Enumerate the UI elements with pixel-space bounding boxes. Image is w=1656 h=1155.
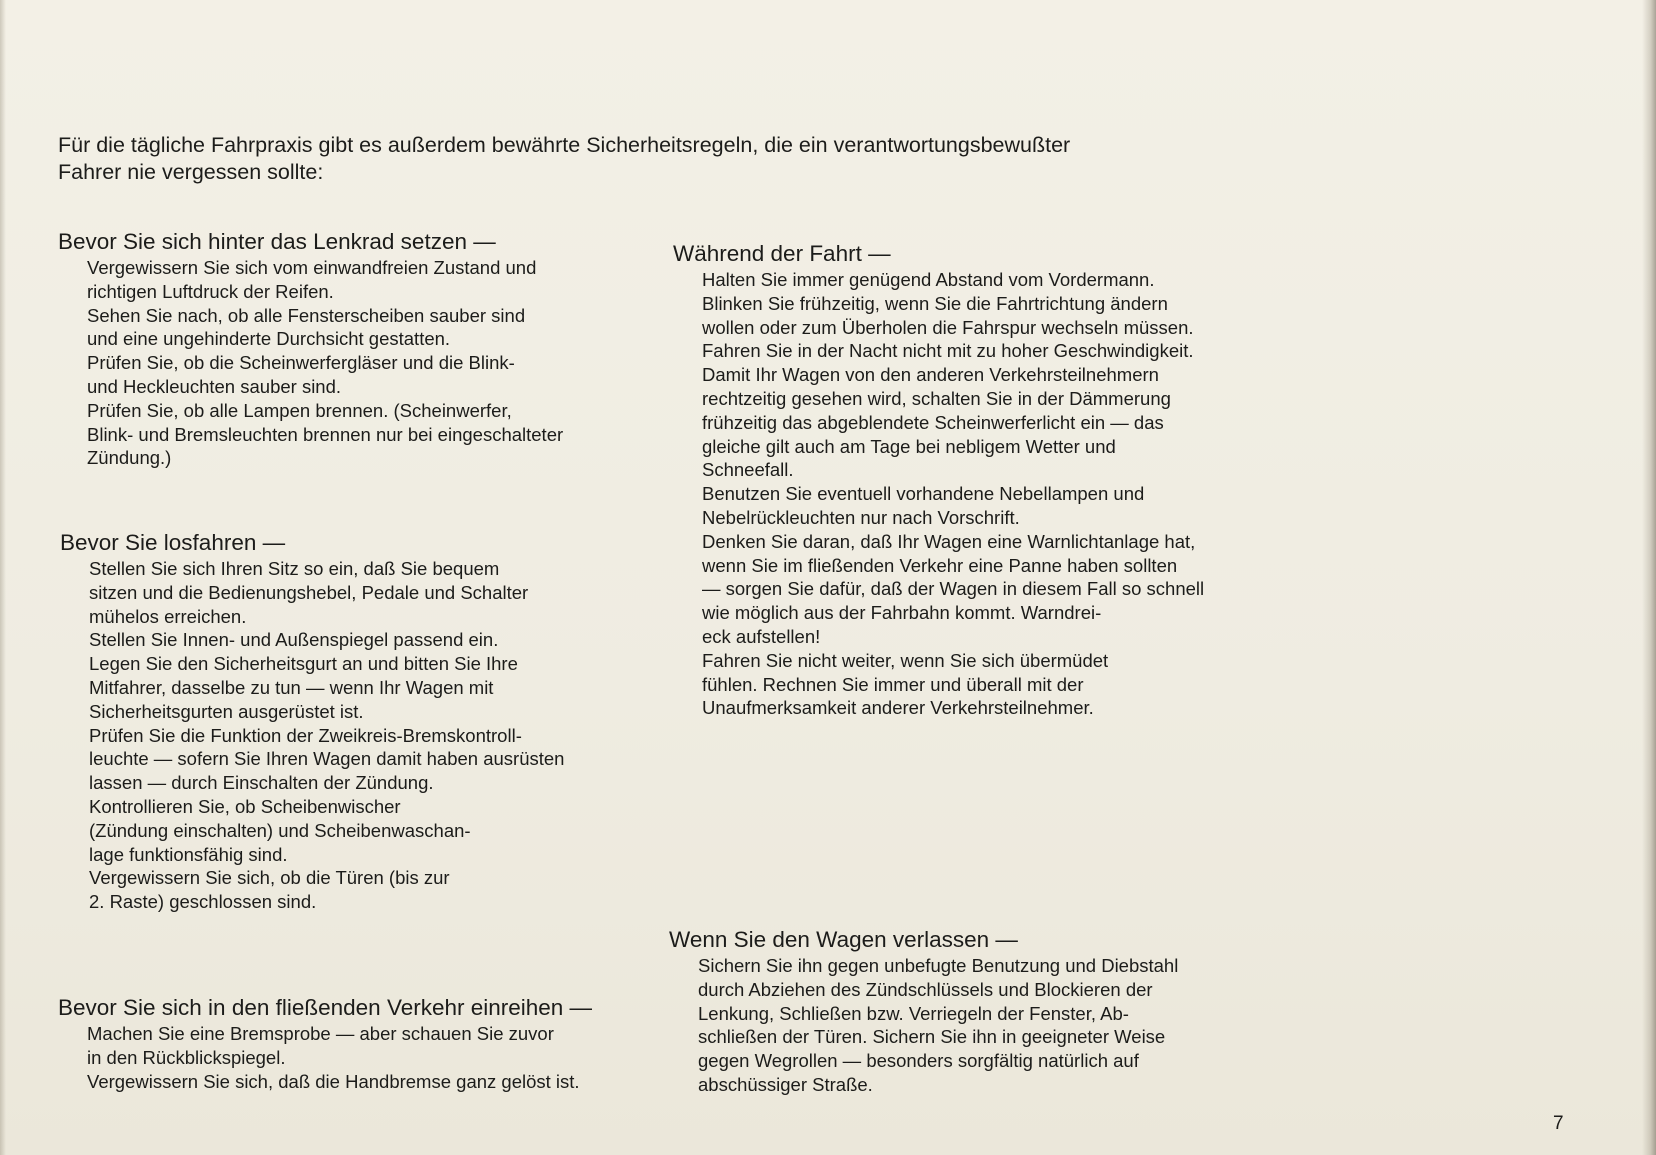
rule-line: Sehen Sie nach, ob alle Fensterscheiben sauber sind	[87, 304, 526, 326]
rule-line: — sorgen Sie dafür, daß der Wagen in diesem Fall so schnell	[702, 578, 1205, 600]
rule-line: Kontrollieren Sie, ob Scheibenwischer	[89, 795, 401, 817]
rule-line: fühlen. Rechnen Sie immer und überall mit der	[702, 673, 1084, 695]
rule-line: wollen oder zum Überholen die Fahrspur wechseln müssen.	[702, 316, 1194, 338]
rule-line: Vergewissern Sie sich vom einwandfreien Zustand und	[87, 257, 537, 278]
rule-line: Prüfen Sie, ob die Scheinwerfergläser und die Blink-	[87, 352, 515, 374]
section-heading: Bevor Sie sich hinter das Lenkrad setzen —	[58, 229, 496, 254]
rule-line: lage funktionsfähig sind.	[89, 843, 288, 865]
rule-line: Mitfahrer, dasselbe zu tun — wenn Ihr Wagen mit	[89, 676, 494, 698]
rule-line: Damit Ihr Wagen von den anderen Verkehrsteilnehmern	[702, 364, 1159, 386]
rule-line: Nebelrückleuchten nur nach Vorschrift.	[702, 506, 1020, 528]
rule-line: und eine ungehinderte Durchsicht gestatten.	[87, 328, 451, 350]
rule-list	[673, 268, 1204, 720]
page-edge-shadow-left	[0, 0, 6, 1155]
rule-line: und Heckleuchten sauber sind.	[87, 375, 342, 397]
rule-line: durch Abziehen des Zündschlüssels und Blockieren der	[698, 978, 1153, 1000]
rule-line: leuchte — sofern Sie Ihren Wagen damit haben ausrüsten	[89, 748, 565, 770]
section-verkehr	[58, 994, 592, 1093]
section-heading: Während der Fahrt —	[673, 241, 891, 266]
page-edge-shadow-right	[1642, 0, 1656, 1155]
intro-paragraph	[58, 132, 1308, 186]
rule-line: sitzen und die Bedienungshebel, Pedale und Schalter	[89, 581, 529, 603]
intro-line: Fahrer nie vergessen sollte:	[58, 160, 324, 184]
rule-line: frühzeitig das abgeblendete Scheinwerferlicht ein — das	[702, 411, 1164, 433]
section-heading: Bevor Sie sich in den fließenden Verkehr einreihen —	[58, 995, 593, 1020]
rule-line: Prüfen Sie die Funktion der Zweikreis-Bremskontroll-	[89, 724, 522, 746]
rule-list	[58, 256, 563, 470]
rule-line: lassen — durch Einschalten der Zündung.	[89, 772, 434, 794]
section-losfahren	[60, 529, 564, 914]
rule-line: wie möglich aus der Fahrbahn kommt. Warndrei-	[702, 602, 1102, 624]
rule-line: Fahren Sie in der Nacht nicht mit zu hoher Geschwindigkeit.	[702, 340, 1194, 362]
rule-line: Vergewissern Sie sich, daß die Handbremse ganz gelöst ist.	[87, 1070, 580, 1092]
rule-list	[669, 954, 1178, 1097]
section-verlassen	[669, 926, 1178, 1097]
rule-line: eck aufstellen!	[702, 625, 821, 647]
rule-line: Halten Sie immer genügend Abstand vom Vordermann.	[702, 269, 1155, 290]
page-number: 7	[1553, 1113, 1564, 1134]
rule-line: Denken Sie daran, daß Ihr Wagen eine Warnlichtanlage hat,	[702, 530, 1196, 552]
rule-line: Lenkung, Schließen bzw. Verriegeln der Fenster, Ab-	[698, 1002, 1129, 1024]
rule-line: Benutzen Sie eventuell vorhandene Nebellampen und	[702, 483, 1145, 505]
rule-line: Unaufmerksamkeit anderer Verkehrsteilnehmer.	[702, 697, 1094, 719]
rule-line: Blinken Sie frühzeitig, wenn Sie die Fahrtrichtung ändern	[702, 292, 1168, 314]
section-lenkrad	[58, 228, 563, 470]
rule-line: Stellen Sie Innen- und Außenspiegel passend ein.	[89, 629, 499, 651]
rule-line: Vergewissern Sie sich, ob die Türen (bis zur	[89, 867, 450, 889]
intro-line: Für die tägliche Fahrpraxis gibt es außerdem bewährte Sicherheitsregeln, die ein verantwortungsbewußter	[58, 133, 1071, 157]
rule-list	[58, 1022, 592, 1093]
rule-line: Machen Sie eine Bremsprobe — aber schauen Sie zuvor	[87, 1023, 554, 1044]
rule-line: (Zündung einschalten) und Scheibenwaschan-	[89, 819, 471, 841]
rule-line: gegen Wegrollen — besonders sorgfältig natürlich auf	[698, 1050, 1139, 1072]
rule-line: in den Rückblickspiegel.	[87, 1046, 286, 1068]
rule-line: abschüssiger Straße.	[698, 1073, 873, 1095]
rule-line: wenn Sie im fließenden Verkehr eine Panne haben sollten	[702, 554, 1178, 576]
rule-list	[60, 557, 564, 914]
rule-line: Sicherheitsgurten ausgerüstet ist.	[89, 700, 364, 722]
rule-line: Prüfen Sie, ob alle Lampen brennen. (Scheinwerfer,	[87, 399, 512, 421]
section-fahrt	[673, 240, 1204, 720]
rule-line: gleiche gilt auch am Tage bei nebligem Wetter und	[702, 435, 1116, 457]
section-heading: Bevor Sie losfahren —	[60, 530, 286, 555]
rule-line: 2. Raste) geschlossen sind.	[89, 891, 317, 913]
rule-line: Legen Sie den Sicherheitsgurt an und bitten Sie Ihre	[89, 653, 518, 675]
rule-line: Stellen Sie sich Ihren Sitz so ein, daß Sie bequem	[89, 558, 500, 579]
rule-line: schließen der Türen. Sichern Sie ihn in geeigneter Weise	[698, 1026, 1166, 1048]
rule-line: mühelos erreichen.	[89, 605, 247, 627]
section-heading: Wenn Sie den Wagen verlassen —	[669, 927, 1018, 952]
rule-line: Sichern Sie ihn gegen unbefugte Benutzung und Diebstahl	[698, 955, 1179, 976]
rule-line: richtigen Luftdruck der Reifen.	[87, 280, 334, 302]
rule-line: Schneefall.	[702, 459, 794, 481]
rule-line: Fahren Sie nicht weiter, wenn Sie sich übermüdet	[702, 649, 1109, 671]
rule-line: Zündung.)	[87, 447, 172, 469]
rule-line: Blink- und Bremsleuchten brennen nur bei eingeschalteter	[87, 423, 564, 445]
rule-line: rechtzeitig gesehen wird, schalten Sie in der Dämmerung	[702, 387, 1171, 409]
